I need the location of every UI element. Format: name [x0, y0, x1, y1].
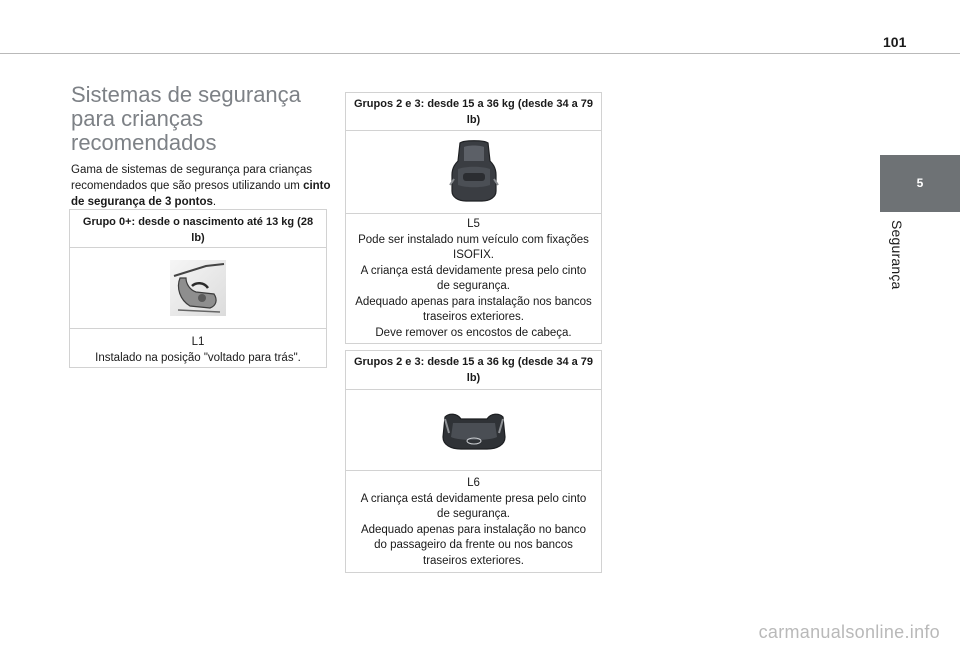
seat-description: [70, 329, 326, 366]
seat-group-heading: Grupos 2 e 3: desde 15 a 36 kg (desde 34 a 79 lb): [346, 351, 601, 390]
seat-group-heading: Grupo 0+: desde o nascimento até 13 kg (28 lb): [70, 210, 326, 248]
seat-line: Pode ser instalado num veículo com fixações ISOFIX.: [358, 233, 589, 261]
chapter-tab[interactable]: [880, 155, 960, 212]
page-number: 101: [883, 34, 907, 50]
seat-card-l5: [345, 92, 602, 344]
seat-code: L1: [191, 336, 205, 348]
watermark: carmanualsonline.info: [758, 622, 940, 642]
intro-text: Gama de sistemas de segurança para crianças recomendados que são presos utilizando um: [71, 164, 312, 192]
high-back-booster-seat-icon: [446, 139, 502, 205]
chapter-number: 5: [916, 176, 924, 190]
seat-image-cell: [346, 131, 601, 214]
seat-line: Instalado na posição "voltado para trás".: [95, 351, 301, 364]
header-rule: [0, 53, 960, 54]
intro-paragraph: [71, 162, 341, 210]
seat-line: A criança está devidamente presa pelo cinto de segurança.: [360, 264, 587, 292]
seat-description: [346, 214, 601, 341]
seat-card-l6: [345, 350, 602, 573]
seat-description: [346, 471, 601, 569]
seat-image-cell: [70, 248, 326, 329]
seat-line: Deve remover os encostos de cabeça.: [375, 326, 572, 339]
intro-bold-text: cinto de segurança de 3 pontos: [71, 180, 331, 208]
section-title: Sistemas de segurança para crianças recomendados: [71, 82, 301, 155]
seat-line: Adequado apenas para instalação no banco do passageiro da frente ou nos bancos traseiros exteriores.: [360, 523, 587, 567]
seat-code: L6: [467, 477, 480, 489]
intro-end: .: [212, 196, 217, 208]
seat-group-heading: Grupos 2 e 3: desde 15 a 36 kg (desde 34 a 79 lb): [346, 93, 601, 131]
seat-line: A criança está devidamente presa pelo cinto de segurança.: [360, 492, 587, 520]
seat-image-cell: [346, 390, 601, 471]
seat-code: L5: [467, 218, 480, 230]
seat-line: Adequado apenas para instalação nos bancos traseiros exteriores.: [355, 295, 592, 323]
booster-cushion-icon: [439, 407, 509, 453]
chapter-title: Segurança: [889, 220, 905, 290]
infant-carrier-seat-icon: [166, 256, 230, 320]
seat-card-l1: [69, 209, 327, 368]
